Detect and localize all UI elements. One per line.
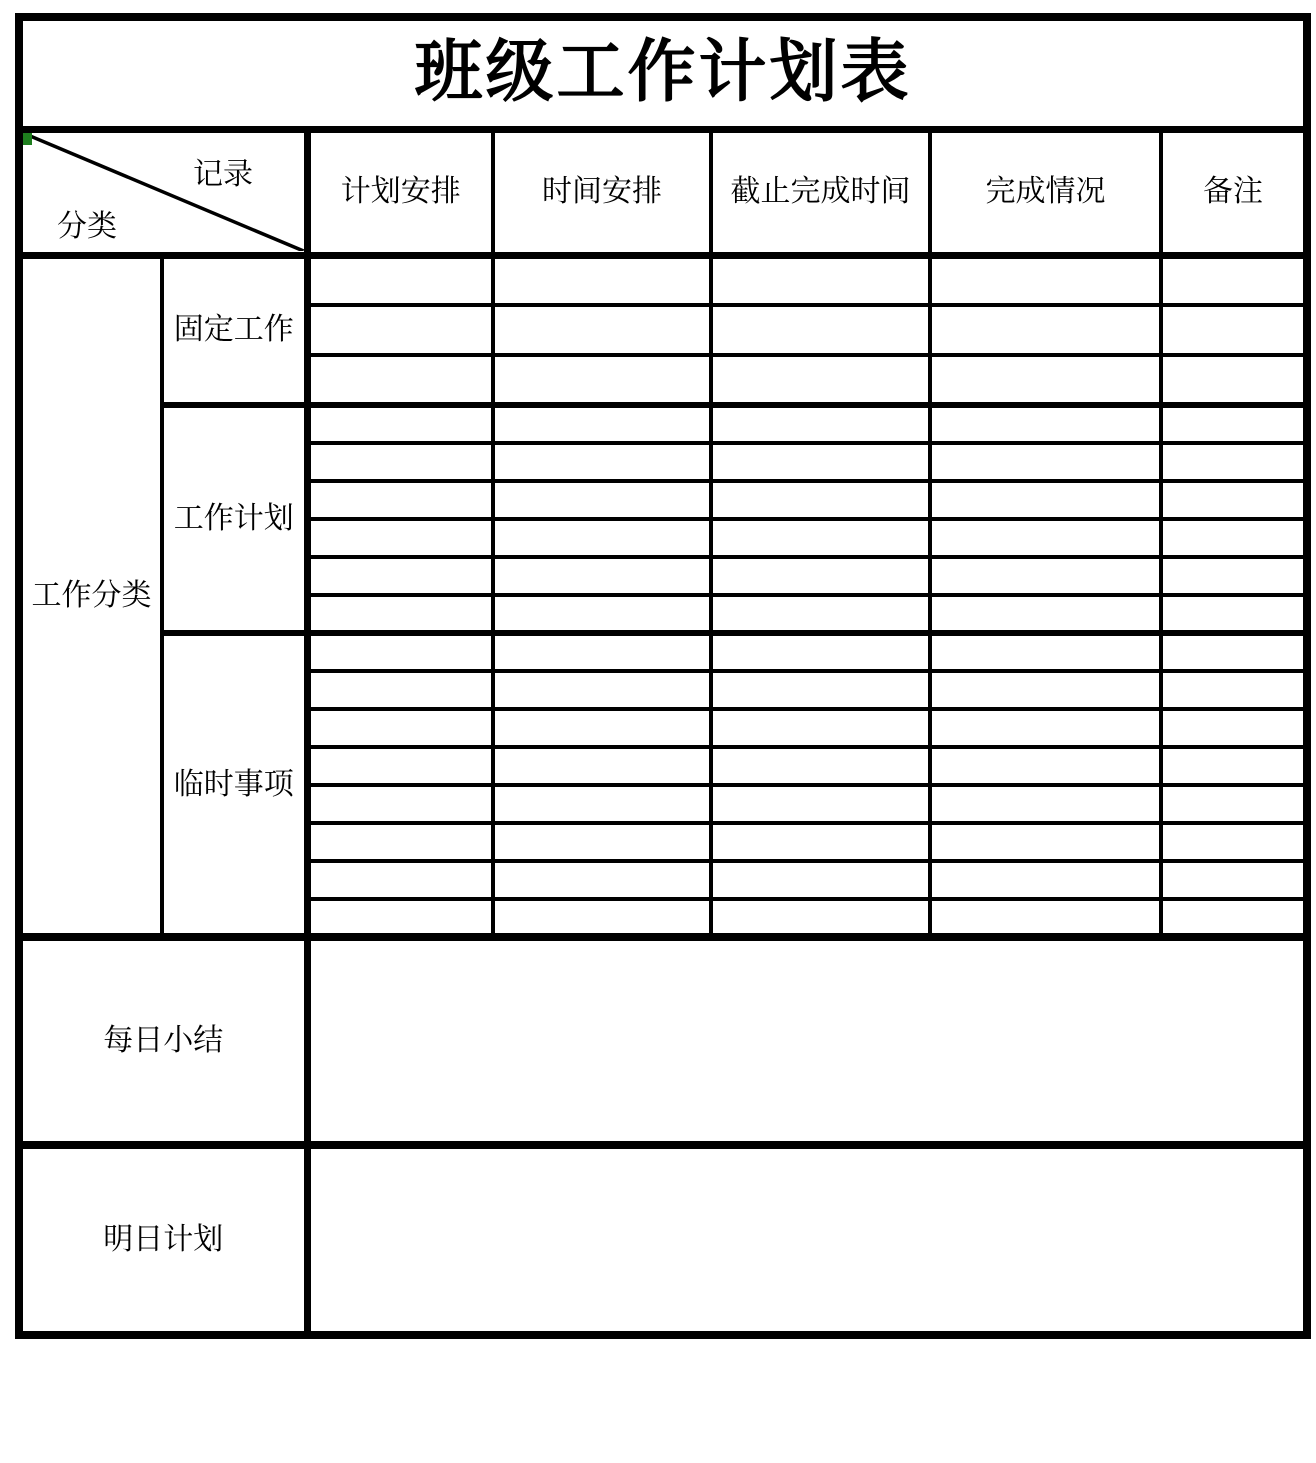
diagonal-label-category: 分类 <box>57 210 117 243</box>
row-group-label-work-category: 工作分类 <box>19 255 162 937</box>
grid-cell[interactable] <box>1161 861 1307 899</box>
grid-cell[interactable] <box>307 709 493 747</box>
grid-cell[interactable] <box>1161 519 1307 557</box>
grid-cell[interactable] <box>711 785 930 823</box>
grid-cell[interactable] <box>307 899 493 937</box>
grid-cell[interactable] <box>1161 595 1307 633</box>
grid-cell[interactable] <box>493 355 711 405</box>
grid-cell[interactable] <box>930 255 1161 305</box>
section-label-temporary-matters: 临时事项 <box>162 633 307 937</box>
grid-cell[interactable] <box>711 747 930 785</box>
grid-cell[interactable] <box>711 481 930 519</box>
green-square-marker-icon <box>23 133 32 145</box>
title-row <box>19 17 1307 129</box>
column-header-plan: 计划安排 <box>307 129 493 255</box>
grid-cell[interactable] <box>711 709 930 747</box>
grid-cell[interactable] <box>307 355 493 405</box>
grid-cell[interactable] <box>711 405 930 443</box>
grid-cell[interactable] <box>1161 355 1307 405</box>
grid-cell[interactable] <box>711 443 930 481</box>
grid-cell[interactable] <box>930 671 1161 709</box>
grid-cell[interactable] <box>930 899 1161 937</box>
grid-cell[interactable] <box>930 861 1161 899</box>
grid-cell[interactable] <box>711 861 930 899</box>
grid-cell[interactable] <box>711 633 930 671</box>
grid-cell[interactable] <box>711 255 930 305</box>
grid-cell[interactable] <box>307 519 493 557</box>
grid-cell[interactable] <box>930 305 1161 355</box>
grid-cell[interactable] <box>1161 899 1307 937</box>
grid-cell[interactable] <box>307 633 493 671</box>
grid-cell[interactable] <box>307 595 493 633</box>
diagonal-cell-wrap <box>23 133 304 251</box>
grid-cell[interactable] <box>711 305 930 355</box>
grid-cell[interactable] <box>711 899 930 937</box>
grid-cell[interactable] <box>307 785 493 823</box>
grid-cell[interactable] <box>711 355 930 405</box>
grid-cell[interactable] <box>930 785 1161 823</box>
tomorrow-plan-row <box>19 1145 1307 1335</box>
grid-cell[interactable] <box>930 519 1161 557</box>
grid-cell[interactable] <box>711 823 930 861</box>
grid-cell[interactable] <box>307 823 493 861</box>
grid-cell[interactable] <box>307 305 493 355</box>
column-header-completion: 完成情况 <box>930 129 1161 255</box>
grid-cell[interactable] <box>1161 443 1307 481</box>
footer-label-daily-summary: 每日小结 <box>19 937 307 1145</box>
grid-cell[interactable] <box>307 481 493 519</box>
grid-cell[interactable] <box>493 255 711 305</box>
worksheet <box>15 13 1316 1339</box>
grid-cell[interactable] <box>930 595 1161 633</box>
grid-cell[interactable] <box>711 671 930 709</box>
grid-cell[interactable] <box>493 861 711 899</box>
tomorrow-plan-content-cell[interactable] <box>307 1145 1307 1335</box>
grid-cell[interactable] <box>493 405 711 443</box>
column-header-time: 时间安排 <box>493 129 711 255</box>
section-label-fixed-work: 固定工作 <box>162 255 307 405</box>
grid-cell[interactable] <box>307 861 493 899</box>
grid-cell[interactable] <box>307 557 493 595</box>
grid-cell[interactable] <box>493 899 711 937</box>
daily-summary-row <box>19 937 1307 1145</box>
grid-cell[interactable] <box>711 557 930 595</box>
grid-cell[interactable] <box>930 443 1161 481</box>
section-label-work-plan: 工作计划 <box>162 405 307 633</box>
grid-cell[interactable] <box>930 709 1161 747</box>
grid-cell[interactable] <box>493 633 711 671</box>
page-title: 班级工作计划表 <box>19 17 1307 129</box>
grid-cell[interactable] <box>930 355 1161 405</box>
grid-cell[interactable] <box>711 595 930 633</box>
column-header-remarks: 备注 <box>1161 129 1307 255</box>
grid-cell[interactable] <box>493 443 711 481</box>
footer-label-tomorrow-plan: 明日计划 <box>19 1145 307 1335</box>
grid-cell[interactable] <box>1161 747 1307 785</box>
grid-cell[interactable] <box>1161 709 1307 747</box>
column-header-deadline: 截止完成时间 <box>711 129 930 255</box>
grid-cell[interactable] <box>1161 255 1307 305</box>
grid-cell[interactable] <box>930 823 1161 861</box>
header-diagonal-cell <box>19 129 307 255</box>
grid-cell[interactable] <box>1161 305 1307 355</box>
grid-cell[interactable] <box>307 405 493 443</box>
grid-cell[interactable] <box>493 671 711 709</box>
grid-cell[interactable] <box>493 823 711 861</box>
grid-cell[interactable] <box>930 481 1161 519</box>
grid-cell[interactable] <box>1161 671 1307 709</box>
grid-cell[interactable] <box>1161 557 1307 595</box>
grid-cell[interactable] <box>307 255 493 305</box>
grid-cell[interactable] <box>1161 481 1307 519</box>
grid-cell[interactable] <box>493 595 711 633</box>
grid-cell[interactable] <box>930 633 1161 671</box>
table-row <box>19 405 1307 443</box>
diagonal-label-record: 记录 <box>193 158 253 191</box>
daily-summary-content-cell[interactable] <box>307 937 1307 1145</box>
grid-cell[interactable] <box>711 519 930 557</box>
grid-cell[interactable] <box>930 747 1161 785</box>
grid-cell[interactable] <box>493 747 711 785</box>
grid-cell[interactable] <box>493 305 711 355</box>
grid-cell[interactable] <box>930 405 1161 443</box>
grid-cell[interactable] <box>493 709 711 747</box>
grid-cell[interactable] <box>1161 785 1307 823</box>
grid-cell[interactable] <box>493 481 711 519</box>
class-work-plan-table <box>15 13 1311 1339</box>
grid-cell[interactable] <box>930 557 1161 595</box>
grid-cell[interactable] <box>493 785 711 823</box>
grid-cell[interactable] <box>307 747 493 785</box>
table-row <box>19 255 1307 305</box>
grid-cell[interactable] <box>493 557 711 595</box>
grid-cell[interactable] <box>307 443 493 481</box>
grid-cell[interactable] <box>307 671 493 709</box>
grid-cell[interactable] <box>493 519 711 557</box>
header-row <box>19 129 1307 255</box>
table-row <box>19 633 1307 671</box>
grid-cell[interactable] <box>1161 405 1307 443</box>
grid-cell[interactable] <box>1161 633 1307 671</box>
grid-cell[interactable] <box>1161 823 1307 861</box>
